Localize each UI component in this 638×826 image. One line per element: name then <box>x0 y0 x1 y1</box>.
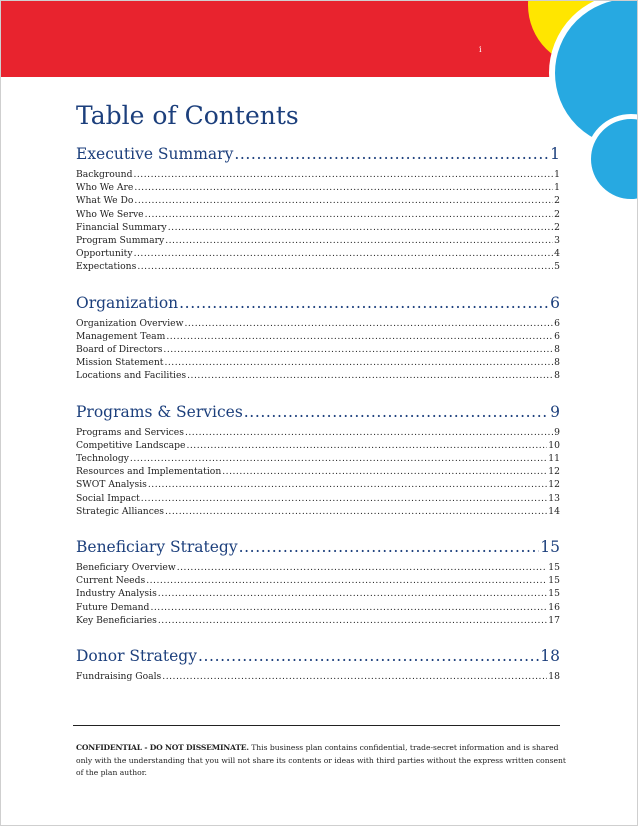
toc-section <box>76 645 560 683</box>
leader-dots <box>130 452 547 465</box>
leader-dots <box>244 401 549 423</box>
entry-page-number: 17 <box>548 614 560 626</box>
entry-label: What We Do <box>76 195 134 207</box>
toc-entry[interactable] <box>76 194 560 207</box>
entry-page-number: 16 <box>548 601 560 613</box>
leader-dots <box>163 343 553 356</box>
entry-label: Current Needs <box>76 575 146 587</box>
leader-dots <box>148 478 547 491</box>
leader-dots <box>166 330 553 343</box>
entry-label: Background <box>76 169 133 180</box>
leader-dots <box>184 317 553 330</box>
entry-page-number: 3 <box>554 235 560 247</box>
table-of-contents <box>76 143 560 701</box>
entry-page-number: 2 <box>554 195 560 207</box>
section-page-number: 9 <box>550 402 560 421</box>
entry-label: Board of Directors <box>76 344 163 356</box>
leader-dots <box>222 465 547 478</box>
leader-dots <box>177 561 548 574</box>
toc-entry[interactable] <box>76 465 560 478</box>
leader-dots <box>146 574 547 587</box>
header-band <box>1 1 561 77</box>
entry-label: Strategic Alliances <box>76 505 165 517</box>
entry-page-number: 6 <box>554 317 560 329</box>
section-title: Donor Strategy <box>76 647 197 666</box>
confidentiality-notice <box>76 742 566 780</box>
entry-label: Mission Statement <box>76 357 164 369</box>
entry-label: Expectations <box>76 261 137 273</box>
leader-dots <box>141 492 548 505</box>
leader-dots <box>150 601 547 614</box>
toc-section-heading[interactable] <box>76 401 560 423</box>
toc-section-heading[interactable] <box>76 536 560 558</box>
entry-page-number: 12 <box>548 466 560 478</box>
toc-entry[interactable] <box>76 670 560 683</box>
toc-section <box>76 536 560 627</box>
entry-page-number: 13 <box>548 492 560 504</box>
entry-page-number: 15 <box>548 562 560 574</box>
toc-entry[interactable] <box>76 234 560 247</box>
entry-label: Opportunity <box>76 248 133 260</box>
confidential-label: CONFIDENTIAL - DO NOT DISSEMINATE. <box>76 743 249 752</box>
leader-dots <box>165 234 553 247</box>
entry-page-number: 4 <box>554 248 560 260</box>
entry-page-number: 2 <box>554 208 560 220</box>
leader-dots <box>185 426 553 439</box>
page-title: Table of Contents <box>76 101 299 130</box>
toc-entry[interactable] <box>76 356 560 369</box>
entry-page-number: 15 <box>548 588 560 600</box>
entry-label: Who We Are <box>76 182 134 194</box>
leader-dots <box>239 536 540 558</box>
entry-page-number: 6 <box>554 330 560 342</box>
toc-entry[interactable] <box>76 505 560 518</box>
entry-label: Programs and Services <box>76 426 184 438</box>
toc-entry[interactable] <box>76 478 560 491</box>
toc-section-heading[interactable] <box>76 292 560 314</box>
leader-dots <box>234 143 549 165</box>
entry-page-number: 11 <box>548 453 560 465</box>
leader-dots <box>198 645 539 667</box>
leader-dots <box>187 369 553 382</box>
leader-dots <box>162 670 547 683</box>
entry-page-number: 1 <box>554 169 560 180</box>
leader-dots <box>158 587 548 600</box>
section-title: Programs & Services <box>76 402 243 421</box>
toc-entry[interactable] <box>76 221 560 234</box>
section-title: Executive Summary <box>76 145 234 163</box>
toc-entry[interactable] <box>76 330 560 343</box>
entry-page-number: 8 <box>554 344 560 356</box>
toc-entry[interactable] <box>76 614 560 627</box>
entry-page-number: 18 <box>548 671 560 683</box>
entry-page-number: 1 <box>554 182 560 194</box>
section-page-number: 18 <box>540 647 560 666</box>
entry-label: Future Demand <box>76 601 150 613</box>
entry-page-number: 5 <box>554 261 560 273</box>
entry-label: Beneficiary Overview <box>76 562 176 574</box>
toc-entry[interactable] <box>76 452 560 465</box>
section-page-number: 1 <box>550 145 560 163</box>
leader-dots <box>133 168 553 181</box>
entry-label: Who We Serve <box>76 208 144 220</box>
entry-page-number: 12 <box>548 479 560 491</box>
entry-label: Locations and Facilities <box>76 370 187 382</box>
entry-label: Financial Summary <box>76 221 167 233</box>
toc-entry[interactable] <box>76 181 560 194</box>
toc-section <box>76 292 560 383</box>
toc-section-heading[interactable] <box>76 143 560 165</box>
toc-section <box>76 401 560 518</box>
entry-page-number: 2 <box>554 221 560 233</box>
entry-label: SWOT Analysis <box>76 479 147 491</box>
toc-section <box>76 143 560 274</box>
leader-dots <box>137 260 553 273</box>
entry-page-number: 15 <box>548 575 560 587</box>
leader-dots <box>164 356 553 369</box>
toc-entry[interactable] <box>76 168 560 181</box>
page-number: i <box>479 45 482 54</box>
toc-entry[interactable] <box>76 574 560 587</box>
toc-section-heading[interactable] <box>76 645 560 667</box>
toc-entry[interactable] <box>76 208 560 221</box>
confidential-text: This business plan contains confidential, trade-secret information and is shared only with the understanding that you will not share its contents or ideas with third parties without the express written consent of the plan author. <box>76 743 566 778</box>
entry-label: Social Impact <box>76 492 140 504</box>
entry-label: Technology <box>76 453 129 465</box>
entry-page-number: 9 <box>554 426 560 438</box>
entry-label: Program Summary <box>76 235 165 247</box>
toc-entry[interactable] <box>76 247 560 260</box>
leader-dots <box>134 247 554 260</box>
entry-label: Industry Analysis <box>76 588 157 600</box>
leader-dots <box>145 208 554 221</box>
toc-entry[interactable] <box>76 426 560 439</box>
toc-entry[interactable] <box>76 317 560 330</box>
toc-entry[interactable] <box>76 601 560 614</box>
entry-label: Competitive Landscape <box>76 439 186 451</box>
toc-entry[interactable] <box>76 369 560 382</box>
leader-dots <box>134 181 553 194</box>
leader-dots <box>168 221 553 234</box>
entry-page-number: 8 <box>554 370 560 382</box>
section-page-number: 6 <box>550 293 560 312</box>
toc-entry[interactable] <box>76 260 560 273</box>
leader-dots <box>134 194 553 207</box>
section-title: Organization <box>76 293 179 312</box>
leader-dots <box>158 614 547 627</box>
entry-page-number: 10 <box>548 439 560 451</box>
leader-dots <box>186 439 547 452</box>
toc-entry[interactable] <box>76 439 560 452</box>
toc-entry[interactable] <box>76 492 560 505</box>
toc-entry[interactable] <box>76 343 560 356</box>
toc-entry[interactable] <box>76 561 560 574</box>
entry-page-number: 8 <box>554 357 560 369</box>
entry-page-number: 14 <box>548 505 560 517</box>
leader-dots <box>179 292 549 314</box>
entry-label: Management Team <box>76 330 166 342</box>
entry-label: Resources and Implementation <box>76 466 222 478</box>
section-title: Beneficiary Strategy <box>76 538 238 557</box>
toc-entry[interactable] <box>76 587 560 600</box>
entry-label: Organization Overview <box>76 317 184 329</box>
entry-label: Fundraising Goals <box>76 671 162 683</box>
entry-label: Key Beneficiaries <box>76 614 157 626</box>
footer-divider <box>73 725 560 726</box>
leader-dots <box>165 505 547 518</box>
section-page-number: 15 <box>540 538 560 557</box>
